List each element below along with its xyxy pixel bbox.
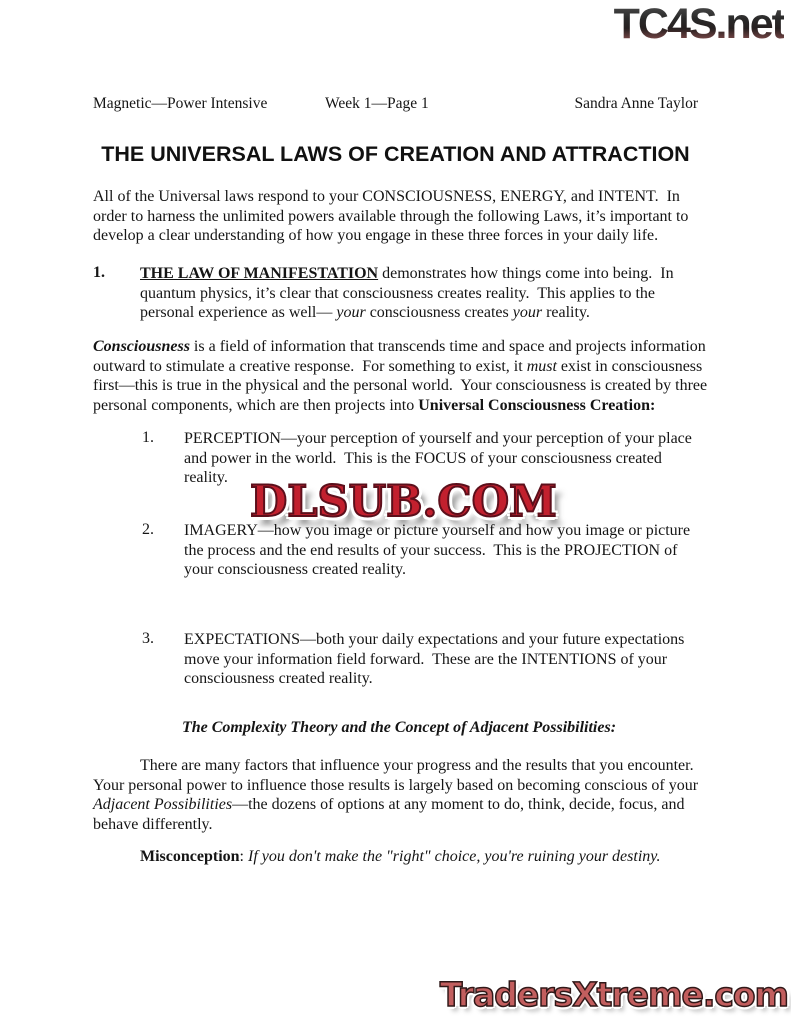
page-header — [93, 95, 698, 115]
page-title: THE UNIVERSAL LAWS OF CREATION AND ATTRACTION — [101, 142, 690, 166]
sub-item-expectations — [142, 630, 704, 689]
law-text: THE LAW OF MANIFESTATION demonstrates how things come into being. In quantum physics, it’s clear that consciousness creates reality. This applies to the personal experience as well— your consciousness creates your reality. — [140, 265, 678, 321]
intro-paragraph: All of the Universal laws respond to your CONSCIOUSNESS, ENERGY, and INTENT. In order to harness the unlimited powers available through the following Laws, it’s important to develop a clear understanding of how you engage in these three forces in your daily life. — [93, 188, 693, 244]
sub-item-text: EXPECTATIONS—both your daily expectations and your future expectations move your information field forward. These are the INTENTIONS of your consciousness created reality. — [184, 631, 689, 687]
sub-item-imagery — [142, 521, 704, 580]
law-number: 1. — [93, 264, 105, 281]
adjacent-possibilities-paragraph: There are many factors that influence your progress and the results that you encounter. Your personal power to influence those results is largely based on becoming conscious of your Adjacent Possibilities—the dozens of options at any moment to do, think, decide, focus, and behave differently. — [93, 757, 703, 833]
law-of-manifestation-item — [93, 264, 707, 323]
sub-item-number: 3. — [142, 630, 154, 647]
header-week-page: Week 1—Page 1 — [325, 95, 429, 112]
dlsub-watermark: DLSUB.COM — [250, 477, 557, 527]
sub-item-number: 2. — [142, 521, 154, 538]
tc4s-logo-watermark: TC4S.net — [613, 0, 784, 48]
consciousness-paragraph: Consciousness is a field of information that transcends time and space and projects information outward to stimulate a creative response. For something to exist, it must exist in consciousness first—this is true in the physical and the personal world. Your consciousness is created by three personal components, which are then projects into Universal Consciousness Creation: — [93, 338, 712, 414]
misconception-line: Misconception: If you don't make the "right" choice, you're ruining your destiny. — [140, 848, 661, 865]
complexity-theory-heading: The Complexity Theory and the Concept of Adjacent Possibilities: — [181, 719, 617, 736]
tradersxtreme-watermark: TradersXtreme.com — [439, 975, 788, 1014]
header-course-title: Magnetic—Power Intensive — [93, 95, 268, 112]
sub-item-text: IMAGERY—how you image or picture yourself and how you image or picture the process and the end results of your success. This is the PROJECTION of your consciousness created reality. — [184, 522, 695, 578]
sub-item-number: 1. — [142, 429, 154, 446]
sub-item-text: PERCEPTION—your perception of yourself and your perception of your place and power in the world. This is the FOCUS of your consciousness created reality. — [184, 430, 696, 486]
header-author: Sandra Anne Taylor — [574, 95, 698, 112]
